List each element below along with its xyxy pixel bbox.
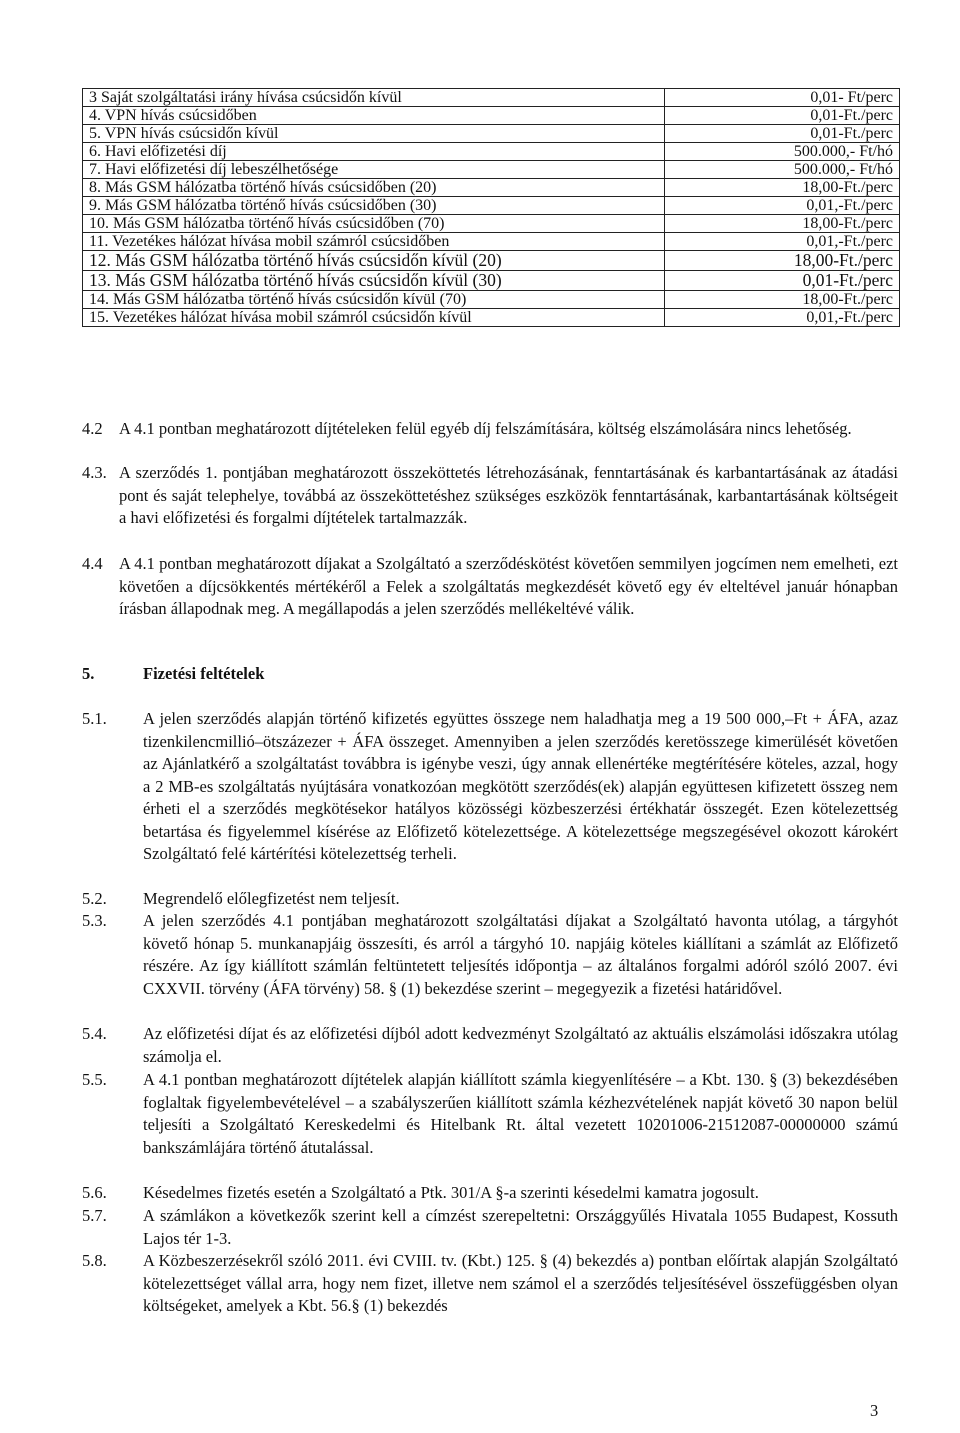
row-price: 0,01,-Ft./perc xyxy=(665,309,900,327)
paragraph-number: 5.3. xyxy=(82,911,107,930)
row-price: 0,01,-Ft./perc xyxy=(665,197,900,215)
table-row xyxy=(83,179,900,197)
row-label: 15. Vezetékes hálózat hívása mobil számról csúcsidőn kívül xyxy=(83,309,665,327)
table-row xyxy=(83,215,900,233)
row-label: 13. Más GSM hálózatba történő hívás csúcsidőn kívül (30) xyxy=(83,271,665,291)
row-label: 6. Havi előfizetési díj xyxy=(83,143,665,161)
paragraph-5-6 xyxy=(82,1182,898,1205)
paragraph-text: A 4.1 pontban meghatározott díjtételeken felül egyéb díj felszámítására, költség elszámolására nincs lehetőség. xyxy=(119,419,852,438)
paragraph-number: 5.2. xyxy=(82,889,107,908)
table-row xyxy=(83,161,900,179)
paragraph-text: A 4.1 pontban meghatározott díjtételek alapján kiállított számla kiegyenlítésére – a Kbt. 130. § (3) bekezdésében foglaltak figyelembevételével – a szabályszerűen kiállított számla kézhezvételének napját követő 30 napon belül teljesíti a Szolgáltató Kereskedelmi és Hitelbank Rt. által vezetett 10201006-21512087-00000000 számú bankszámlájára történő átutalással. xyxy=(143,1070,898,1157)
row-price: 18,00-Ft./perc xyxy=(665,179,900,197)
paragraph-number: 4.2 xyxy=(82,419,103,438)
paragraph-5-4 xyxy=(82,1023,898,1068)
section-heading xyxy=(82,664,264,684)
paragraph-4-3 xyxy=(82,462,898,530)
row-label: 14. Más GSM hálózatba történő hívás csúcsidőn kívül (70) xyxy=(83,291,665,309)
table-row xyxy=(83,291,900,309)
paragraph-text: Késedelmes fizetés esetén a Szolgáltató a Ptk. 301/A §-a szerinti késedelmi kamatra jogosult. xyxy=(143,1183,759,1202)
paragraph-text: A jelen szerződés alapján történő kifizetés együttes összege nem haladhatja meg a 19 500 000,–Ft + ÁFA, azaz tizenkilencmillió–ötszázezer + ÁFA összeget. Amennyiben a jelen szerződés keretösszege kimerülését követően az Ajánlatkérő a szolgáltatást továbbra is igénybe veszi, úgy annak ellenértéke megtérítésére köteles, azzal, hogy a 2 MB-es szolgáltatás nyújtására vonatkozóan megkötött szerződés(ek) alapján együttesen kifizetett összeg nem érheti el a szerződés megkötésekor hatályos közösségi közbeszerzési értékhatár összegét. Ezen kötelezettség betartása és figyelemmel kísérése az Előfizető kötelezettsége. A kötelezettsége megszegésével okozott károkért Szolgáltató felé kártérítési kötelezettség terheli. xyxy=(143,709,898,863)
section-number: 5. xyxy=(82,664,95,683)
table-row xyxy=(83,107,900,125)
paragraph-5-8 xyxy=(82,1250,898,1318)
table-row xyxy=(83,197,900,215)
row-label: 8. Más GSM hálózatba történő hívás csúcsidőben (20) xyxy=(83,179,665,197)
row-label: 11. Vezetékes hálózat hívása mobil számról csúcsidőben xyxy=(83,233,665,251)
paragraph-5-7 xyxy=(82,1205,898,1250)
row-label: 7. Havi előfizetési díj lebeszélhetősége xyxy=(83,161,665,179)
paragraph-4-2 xyxy=(82,418,898,441)
page-number: 3 xyxy=(870,1401,879,1420)
paragraph-5-1 xyxy=(82,708,898,866)
table-row xyxy=(83,143,900,161)
paragraph-text: Megrendelő előlegfizetést nem teljesít. xyxy=(143,889,400,908)
paragraph-5-3 xyxy=(82,910,898,1000)
row-label: 9. Más GSM hálózatba történő hívás csúcsidőben (30) xyxy=(83,197,665,215)
row-price: 18,00-Ft./perc xyxy=(665,215,900,233)
row-price: 0,01-Ft./perc xyxy=(665,271,900,291)
table-row xyxy=(83,251,900,271)
row-label: 3 Saját szolgáltatási irány hívása csúcsidőn kívül xyxy=(83,89,665,107)
row-price: 500.000,- Ft/hó xyxy=(665,161,900,179)
paragraph-5-2 xyxy=(82,888,898,911)
paragraph-number: 4.3. xyxy=(82,463,107,482)
row-price: 18,00-Ft./perc xyxy=(665,291,900,309)
paragraph-number: 5.1. xyxy=(82,709,107,728)
paragraph-text: A számlákon a következők szerint kell a címzést szerepeltetni: Országgyűlés Hivatala 1055 Budapest, Kossuth Lajos tér 1-3. xyxy=(143,1206,898,1248)
row-label: 10. Más GSM hálózatba történő hívás csúcsidőben (70) xyxy=(83,215,665,233)
table-row xyxy=(83,271,900,291)
row-price: 0,01-Ft./perc xyxy=(665,125,900,143)
paragraph-text: A szerződés 1. pontjában meghatározott összeköttetés létrehozásának, fenntartásának és karbantartásának az átadási pont és saját telephelye, továbbá az összeköttetéshez szükséges eszközök fenntartásának, karbantartásának költségeit a havi előfizetési és forgalmi díjtételek tartalmazzák. xyxy=(119,463,898,527)
paragraph-text: A 4.1 pontban meghatározott díjakat a Szolgáltató a szerződéskötést követően semmilyen jogcímen nem emelheti, ezt követően a díjcsökkentés mértékéről a Felek a szolgáltatás megkezdését követő egy év elteltével január hónapban írásban állapodnak meg. A megállapodás a jelen szerződés mellékeltévé válik. xyxy=(119,554,898,618)
paragraph-number: 4.4 xyxy=(82,554,103,573)
row-price: 18,00-Ft./perc xyxy=(665,251,900,271)
table-row xyxy=(83,233,900,251)
paragraph-number: 5.6. xyxy=(82,1183,107,1202)
table-row xyxy=(83,309,900,327)
row-price: 0,01-Ft./perc xyxy=(665,107,900,125)
table-row xyxy=(83,89,900,107)
paragraph-4-4 xyxy=(82,553,898,621)
row-price: 0,01- Ft/perc xyxy=(665,89,900,107)
paragraph-number: 5.5. xyxy=(82,1070,107,1089)
paragraph-text: Az előfizetési díjat és az előfizetési díjból adott kedvezményt Szolgáltató az aktuális elszámolási időszakra utólag számolja el. xyxy=(143,1024,898,1066)
paragraph-number: 5.4. xyxy=(82,1024,107,1043)
paragraph-text: A Közbeszerzésekről szóló 2011. évi CVIII. tv. (Kbt.) 125. § (4) bekezdés a) pontban előírtak alapján Szolgáltató kötelezettséget vállal arra, hogy nem fizet, illetve nem számol el a szerződés teljesítésével összefüggésben olyan költségeket, amelyek a Kbt. 56.§ (1) bekezdés xyxy=(143,1251,898,1315)
section-title: Fizetési feltételek xyxy=(143,664,265,683)
row-label: 5. VPN hívás csúcsidőn kívül xyxy=(83,125,665,143)
paragraph-number: 5.7. xyxy=(82,1206,107,1225)
paragraph-number: 5.8. xyxy=(82,1251,107,1270)
row-price: 0,01,-Ft./perc xyxy=(665,233,900,251)
table-row xyxy=(83,125,900,143)
row-price: 500.000,- Ft/hó xyxy=(665,143,900,161)
tariff-table xyxy=(82,88,900,327)
row-label: 12. Más GSM hálózatba történő hívás csúcsidőn kívül (20) xyxy=(83,251,665,271)
paragraph-text: A jelen szerződés 4.1 pontjában meghatározott szolgáltatási díjakat a Szolgáltató havonta utólag, a tárgyhót követő hónap 5. munkanapjáig összesíti, és arról a tárgyhó 10. napjáig köteles kiállítani a számlát az Előfizető részére. Az így kiállított számlán feltüntetett teljesítés időpontja – az általános forgalmi adóról szóló 2007. évi CXXVII. törvény (ÁFA törvény) 58. § (1) bekezdése szerint – megegyezik a fizetési határidővel. xyxy=(143,911,898,998)
row-label: 4. VPN hívás csúcsidőben xyxy=(83,107,665,125)
paragraph-5-5 xyxy=(82,1069,898,1159)
